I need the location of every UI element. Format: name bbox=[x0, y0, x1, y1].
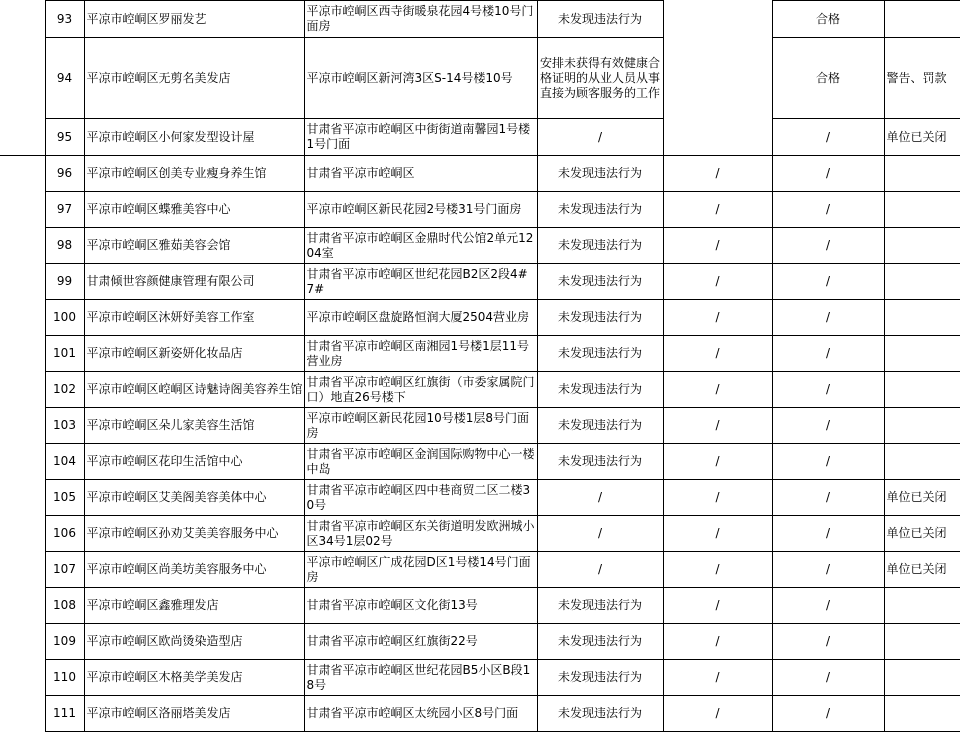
check-column-b: / bbox=[772, 444, 884, 480]
inspection-result: / bbox=[537, 480, 663, 516]
check-column-a: / bbox=[663, 156, 772, 192]
check-column-b: / bbox=[772, 516, 884, 552]
business-address: 平凉市崆峒区新民花园2号楼31号门面房 bbox=[304, 192, 537, 228]
row-number: 106 bbox=[45, 516, 84, 552]
penalty-status bbox=[884, 624, 960, 660]
row-number: 105 bbox=[45, 480, 84, 516]
business-name: 平凉市崆峒区无剪名美发店 bbox=[84, 38, 304, 119]
check-column-b: / bbox=[772, 624, 884, 660]
check-column-b: / bbox=[772, 660, 884, 696]
business-name: 平凉市崆峒区崆峒区诗魅诗阁美容养生馆 bbox=[84, 372, 304, 408]
table-row bbox=[0, 1, 960, 38]
check-column-a bbox=[663, 1, 772, 38]
check-column-a: / bbox=[663, 660, 772, 696]
inspection-result: 未发现违法行为 bbox=[537, 408, 663, 444]
row-margin-cell bbox=[0, 38, 45, 119]
business-address: 甘肃省平凉市崆峒区金润国际购物中心一楼中岛 bbox=[304, 444, 537, 480]
business-name: 平凉市崆峒区创美专业瘦身养生馆 bbox=[84, 156, 304, 192]
table-row bbox=[0, 552, 960, 588]
check-column-a: / bbox=[663, 336, 772, 372]
penalty-status bbox=[884, 696, 960, 732]
table-row bbox=[0, 119, 960, 156]
business-address: 甘肃省平凉市崆峒区中街街道南馨园1号楼1号门面 bbox=[304, 119, 537, 156]
check-column-b: / bbox=[772, 156, 884, 192]
business-name: 平凉市崆峒区欧尚烫染造型店 bbox=[84, 624, 304, 660]
business-address: 平凉市崆峒区盘旋路恒润大厦2504营业房 bbox=[304, 300, 537, 336]
inspection-result: / bbox=[537, 119, 663, 156]
table-row bbox=[0, 516, 960, 552]
business-name: 平凉市崆峒区孙劝艾美美容服务中心 bbox=[84, 516, 304, 552]
table-row bbox=[0, 588, 960, 624]
inspection-result: 未发现违法行为 bbox=[537, 444, 663, 480]
row-number: 95 bbox=[45, 119, 84, 156]
check-column-a: / bbox=[663, 516, 772, 552]
row-margin-cell bbox=[0, 372, 45, 408]
penalty-status bbox=[884, 300, 960, 336]
business-name: 平凉市崆峒区雅茹美容会馆 bbox=[84, 228, 304, 264]
row-margin-cell bbox=[0, 660, 45, 696]
business-address: 甘肃省平凉市崆峒区文化街13号 bbox=[304, 588, 537, 624]
row-margin-cell bbox=[0, 228, 45, 264]
inspection-result: 未发现违法行为 bbox=[537, 624, 663, 660]
inspection-result: 未发现违法行为 bbox=[537, 372, 663, 408]
row-margin-cell bbox=[0, 264, 45, 300]
row-number: 109 bbox=[45, 624, 84, 660]
check-column-a: / bbox=[663, 588, 772, 624]
check-column-a bbox=[663, 119, 772, 156]
business-address: 平凉市崆峒区西寺街暖泉花园4号楼10号门面房 bbox=[304, 1, 537, 38]
penalty-status bbox=[884, 228, 960, 264]
check-column-b: / bbox=[772, 336, 884, 372]
check-column-b: / bbox=[772, 228, 884, 264]
inspection-result: 未发现违法行为 bbox=[537, 264, 663, 300]
row-number: 93 bbox=[45, 1, 84, 38]
row-margin-cell bbox=[0, 516, 45, 552]
business-address: 甘肃省平凉市崆峒区 bbox=[304, 156, 537, 192]
inspection-result: 未发现违法行为 bbox=[537, 696, 663, 732]
table-row bbox=[0, 300, 960, 336]
row-number: 102 bbox=[45, 372, 84, 408]
table-row bbox=[0, 264, 960, 300]
row-margin-cell bbox=[0, 444, 45, 480]
penalty-status: 单位已关闭 bbox=[884, 552, 960, 588]
penalty-status bbox=[884, 156, 960, 192]
check-column-a bbox=[663, 38, 772, 119]
row-margin-cell bbox=[0, 552, 45, 588]
business-address: 平凉市崆峒区广成花园D区1号楼14号门面房 bbox=[304, 552, 537, 588]
row-margin-cell bbox=[0, 624, 45, 660]
inspection-result: 未发现违法行为 bbox=[537, 156, 663, 192]
table-row bbox=[0, 444, 960, 480]
penalty-status bbox=[884, 408, 960, 444]
penalty-status bbox=[884, 372, 960, 408]
business-address: 甘肃省平凉市崆峒区世纪花园B5小区B段18号 bbox=[304, 660, 537, 696]
row-number: 111 bbox=[45, 696, 84, 732]
business-name: 平凉市崆峒区洛丽塔美发店 bbox=[84, 696, 304, 732]
business-address: 甘肃省平凉市崆峒区四中巷商贸二区二楼30号 bbox=[304, 480, 537, 516]
business-name: 平凉市崆峒区鑫雅理发店 bbox=[84, 588, 304, 624]
business-name: 平凉市崆峒区蝶雅美容中心 bbox=[84, 192, 304, 228]
check-column-b: / bbox=[772, 372, 884, 408]
check-column-a: / bbox=[663, 624, 772, 660]
business-address: 甘肃省平凉市崆峒区南湘园1号楼1层11号营业房 bbox=[304, 336, 537, 372]
check-column-a: / bbox=[663, 408, 772, 444]
row-margin-cell bbox=[0, 119, 45, 156]
penalty-status bbox=[884, 1, 960, 38]
table-body bbox=[0, 1, 960, 732]
business-name: 平凉市崆峒区沐妍妤美容工作室 bbox=[84, 300, 304, 336]
row-number: 96 bbox=[45, 156, 84, 192]
table-row bbox=[0, 192, 960, 228]
penalty-status bbox=[884, 588, 960, 624]
row-margin-cell bbox=[0, 480, 45, 516]
table-row bbox=[0, 696, 960, 732]
row-number: 100 bbox=[45, 300, 84, 336]
check-column-a: / bbox=[663, 552, 772, 588]
row-number: 103 bbox=[45, 408, 84, 444]
penalty-status bbox=[884, 264, 960, 300]
row-margin-cell bbox=[0, 588, 45, 624]
inspection-result: / bbox=[537, 552, 663, 588]
business-name: 平凉市崆峒区花印生活馆中心 bbox=[84, 444, 304, 480]
check-column-b: / bbox=[772, 300, 884, 336]
row-margin-cell bbox=[0, 1, 45, 38]
table-row bbox=[0, 38, 960, 119]
inspection-result: 未发现违法行为 bbox=[537, 192, 663, 228]
penalty-status: 警告、罚款 bbox=[884, 38, 960, 119]
penalty-status bbox=[884, 336, 960, 372]
row-number: 99 bbox=[45, 264, 84, 300]
check-column-b: / bbox=[772, 552, 884, 588]
penalty-status bbox=[884, 444, 960, 480]
row-margin-cell bbox=[0, 156, 45, 192]
check-column-a: / bbox=[663, 264, 772, 300]
inspection-result: 未发现违法行为 bbox=[537, 1, 663, 38]
row-number: 98 bbox=[45, 228, 84, 264]
business-name: 平凉市崆峒区新姿妍化妆品店 bbox=[84, 336, 304, 372]
business-address: 甘肃省平凉市崆峒区红旗街（市委家属院门口）地直26号楼下 bbox=[304, 372, 537, 408]
row-number: 108 bbox=[45, 588, 84, 624]
check-column-b: / bbox=[772, 192, 884, 228]
check-column-a: / bbox=[663, 228, 772, 264]
table-row bbox=[0, 156, 960, 192]
row-margin-cell bbox=[0, 336, 45, 372]
row-margin-cell bbox=[0, 408, 45, 444]
inspection-result: 未发现违法行为 bbox=[537, 300, 663, 336]
business-address: 平凉市崆峒区新河湾3区S-14号楼10号 bbox=[304, 38, 537, 119]
penalty-status bbox=[884, 192, 960, 228]
check-column-b: / bbox=[772, 696, 884, 732]
business-address: 甘肃省平凉市崆峒区太统园小区8号门面 bbox=[304, 696, 537, 732]
table-row bbox=[0, 660, 960, 696]
check-column-b: 合格 bbox=[772, 1, 884, 38]
row-number: 110 bbox=[45, 660, 84, 696]
business-address: 平凉市崆峒区新民花园10号楼1层8号门面房 bbox=[304, 408, 537, 444]
inspection-result: 未发现违法行为 bbox=[537, 336, 663, 372]
business-name: 平凉市崆峒区艾美阁美容美体中心 bbox=[84, 480, 304, 516]
check-column-a: / bbox=[663, 480, 772, 516]
business-address: 甘肃省平凉市崆峒区世纪花园B2区2段4#7# bbox=[304, 264, 537, 300]
penalty-status bbox=[884, 660, 960, 696]
table-row bbox=[0, 408, 960, 444]
table-row bbox=[0, 372, 960, 408]
penalty-status: 单位已关闭 bbox=[884, 480, 960, 516]
business-name: 平凉市崆峒区朵儿家美容生活馆 bbox=[84, 408, 304, 444]
inspection-result: 安排未获得有效健康合格证明的从业人员从事直接为顾客服务的工作 bbox=[537, 38, 663, 119]
business-name: 平凉市崆峒区罗丽发艺 bbox=[84, 1, 304, 38]
business-name: 甘肃倾世容颜健康管理有限公司 bbox=[84, 264, 304, 300]
inspection-result: 未发现违法行为 bbox=[537, 228, 663, 264]
business-name: 平凉市崆峒区木格美学美发店 bbox=[84, 660, 304, 696]
penalty-status: 单位已关闭 bbox=[884, 119, 960, 156]
check-column-b: / bbox=[772, 264, 884, 300]
table-row bbox=[0, 624, 960, 660]
penalty-status: 单位已关闭 bbox=[884, 516, 960, 552]
check-column-a: / bbox=[663, 444, 772, 480]
check-column-b: / bbox=[772, 119, 884, 156]
row-number: 94 bbox=[45, 38, 84, 119]
check-column-a: / bbox=[663, 192, 772, 228]
business-name: 平凉市崆峒区尚美坊美容服务中心 bbox=[84, 552, 304, 588]
check-column-a: / bbox=[663, 300, 772, 336]
check-column-b: / bbox=[772, 480, 884, 516]
check-column-b: / bbox=[772, 408, 884, 444]
row-margin-cell bbox=[0, 192, 45, 228]
row-number: 101 bbox=[45, 336, 84, 372]
table-row bbox=[0, 336, 960, 372]
row-number: 97 bbox=[45, 192, 84, 228]
inspection-result: 未发现违法行为 bbox=[537, 660, 663, 696]
business-address: 甘肃省平凉市崆峒区东关街道明发欧洲城小区34号1层02号 bbox=[304, 516, 537, 552]
business-address: 甘肃省平凉市崆峒区金鼎时代公馆2单元1204室 bbox=[304, 228, 537, 264]
check-column-a: / bbox=[663, 372, 772, 408]
inspection-result: 未发现违法行为 bbox=[537, 588, 663, 624]
check-column-b: / bbox=[772, 588, 884, 624]
row-margin-cell bbox=[0, 300, 45, 336]
business-name: 平凉市崆峒区小何家发型设计屋 bbox=[84, 119, 304, 156]
table-row bbox=[0, 480, 960, 516]
check-column-a: / bbox=[663, 696, 772, 732]
table-row bbox=[0, 228, 960, 264]
row-number: 107 bbox=[45, 552, 84, 588]
inspection-result: / bbox=[537, 516, 663, 552]
row-margin-cell bbox=[0, 696, 45, 732]
row-number: 104 bbox=[45, 444, 84, 480]
check-column-b: 合格 bbox=[772, 38, 884, 119]
business-address: 甘肃省平凉市崆峒区红旗街22号 bbox=[304, 624, 537, 660]
